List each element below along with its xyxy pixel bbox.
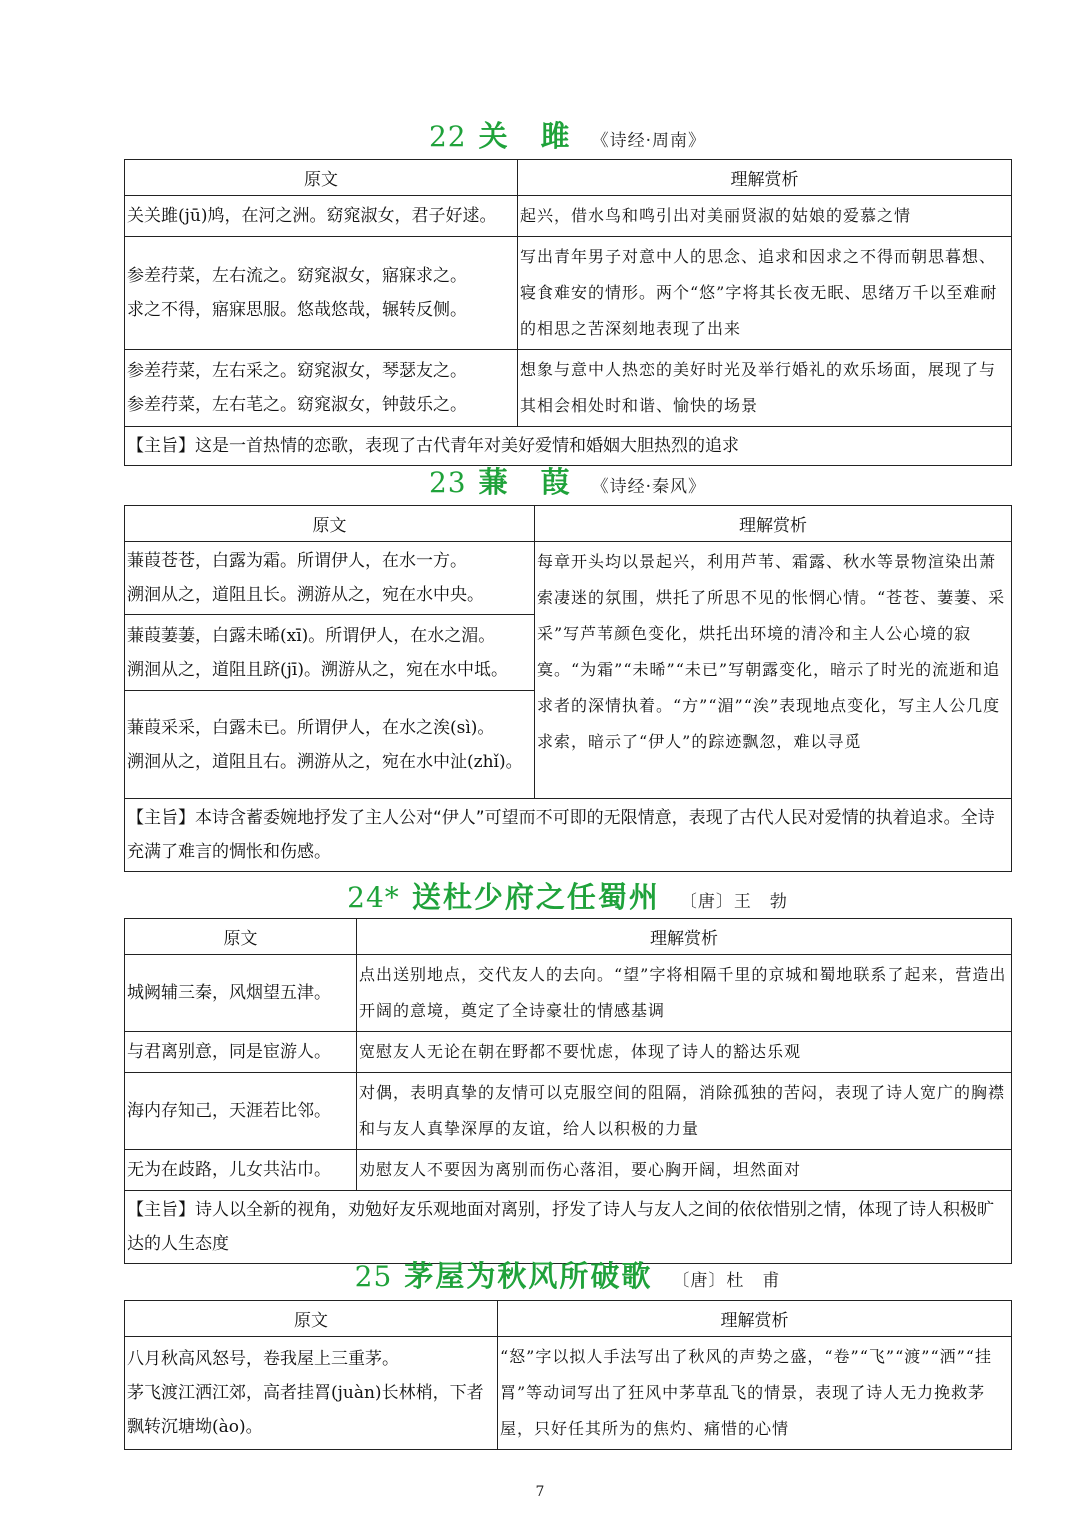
section-number: 22: [428, 120, 467, 153]
section-24-table: [124, 918, 1012, 1264]
table-row: [125, 1337, 1012, 1450]
section-23-table: [124, 505, 1012, 872]
table-row: [125, 955, 1012, 1032]
column-header-original: 原文: [125, 919, 357, 955]
original-line: 溯洄从之，道阻且跻(jī)。溯游从之，宛在水中坻。: [127, 659, 508, 680]
original-line: 海内存知己，天涯若比邻。: [127, 1101, 331, 1121]
section-22-heading: [124, 114, 1011, 155]
analysis-cell: 点出送别地点，交代友人的去向。“望”字将相隔千里的京城和蜀地联系了起来，营造出开阔的意境，奠定了全诗豪壮的情感基调: [357, 955, 1012, 1032]
original-line: 参差荇菜，左右流之。窈窕淑女，寤寐求之。: [127, 266, 467, 286]
original-cell: [125, 615, 535, 691]
analysis-cell: 宽慰友人无论在朝在野都不要忧虑，体现了诗人的豁达乐观: [357, 1032, 1012, 1073]
table-row: [125, 1032, 1012, 1073]
original-line: 茅飞渡江洒江郊，高者挂罥(juàn)长林梢，下者飘转沉塘坳(ào)。: [127, 1383, 484, 1437]
column-header-original: 原文: [125, 160, 518, 196]
theme-cell: 【主旨】本诗含蓄委婉地抒发了主人公对“伊人”可望而不可即的无限情意，表现了古代人民对爱情的执着追求。全诗充满了难言的惆怅和伤感。: [125, 799, 1012, 872]
poem-source: 《诗经·周南》: [591, 131, 707, 151]
original-cell: [125, 955, 357, 1032]
original-cell: [125, 691, 535, 799]
section-22-table: [124, 159, 1012, 466]
original-line: 溯洄从之，道阻且长。溯游从之，宛在水中央。: [127, 585, 484, 605]
analysis-cell: 劝慰友人不要因为离别而伤心落泪，要心胸开阔，坦然面对: [357, 1150, 1012, 1191]
section-24-heading: [124, 875, 1011, 916]
section-25-table: [124, 1300, 1012, 1450]
section-23-heading: [124, 460, 1011, 501]
original-line: 蒹葭采采，白露未已。所谓伊人，在水之涘(sì)。: [127, 717, 495, 738]
table-row: [125, 350, 1012, 427]
column-header-analysis: 理解赏析: [357, 919, 1012, 955]
section-number: 23: [428, 466, 467, 499]
original-cell: [125, 237, 518, 350]
analysis-cell: 写出青年男子对意中人的思念、追求和因求之不得而朝思暮想、寝食难安的情形。两个“悠”字将其长夜无眠、思绪万千以至难耐的相思之苦深刻地表现了出来: [518, 237, 1012, 350]
poem-source: 〔唐〕杜 甫: [672, 1271, 781, 1291]
page-number: 7: [535, 1484, 545, 1500]
poem-title: 送杜少府之任蜀州: [411, 880, 660, 914]
analysis-cell: “怒”字以拟人手法写出了秋风的声势之盛，“卷”“飞”“渡”“洒”“挂罥”等动词写出了狂风中茅草乱飞的情景，表现了诗人无力挽救茅屋，只好任其所为的焦灼、痛惜的心情: [498, 1337, 1012, 1450]
poem-title: 茅屋为秋风所破歌: [404, 1259, 653, 1293]
original-cell: [125, 196, 518, 237]
theme-cell: 【主旨】这是一首热情的恋歌，表现了古代青年对美好爱情和婚姻大胆热烈的追求: [125, 427, 1012, 466]
analysis-cell: 每章开头均以景起兴，利用芦苇、霜露、秋水等景物渲染出萧索凄迷的氛围，烘托了所思不见的怅惘心情。“苍苍、萋萋、采采”写芦苇颜色变化，烘托出环境的清冷和主人公心境的寂寞。“为霜”“未晞”“未已”写朝露变化，暗示了时光的流逝和追求者的深情执着。“方”“湄”“涘”表现地点变化，写主人公几度求索，暗示了“伊人”的踪迹飘忽，难以寻觅: [535, 542, 1012, 799]
original-line: 蒹葭萋萋，白露未晞(xī)。所谓伊人，在水之湄。: [127, 625, 496, 646]
original-line: 蒹葭苍苍，白露为霜。所谓伊人，在水一方。: [127, 551, 467, 571]
poem-source: 〔唐〕王 勃: [679, 892, 788, 912]
original-cell: [125, 1337, 498, 1450]
original-cell: [125, 1032, 357, 1073]
column-header-analysis: 理解赏析: [535, 506, 1012, 542]
poem-title: 关 雎: [478, 119, 572, 153]
original-line: 城阙辅三秦，风烟望五津。: [127, 983, 331, 1003]
table-row: [125, 196, 1012, 237]
column-header-analysis: 理解赏析: [518, 160, 1012, 196]
column-header-original: 原文: [125, 506, 535, 542]
analysis-cell: 起兴，借水鸟和鸣引出对美丽贤淑的姑娘的爱慕之情: [518, 196, 1012, 237]
theme-row: [125, 1191, 1012, 1264]
original-line: 无为在歧路，儿女共沾巾。: [127, 1160, 331, 1180]
table-row: [125, 1150, 1012, 1191]
poem-source: 《诗经·秦风》: [591, 477, 707, 497]
column-header-original: 原文: [125, 1301, 498, 1337]
section-number: 25: [354, 1260, 393, 1293]
poem-title: 蒹 葭: [478, 465, 572, 499]
original-cell: [125, 542, 535, 615]
original-cell: [125, 350, 518, 427]
original-line: 八月秋高风怒号，卷我屋上三重茅。: [127, 1349, 399, 1369]
column-header-analysis: 理解赏析: [498, 1301, 1012, 1337]
original-line: 溯洄从之，道阻且右。溯游从之，宛在水中沚(zhǐ)。: [127, 751, 523, 772]
original-cell: [125, 1073, 357, 1150]
theme-row: [125, 799, 1012, 872]
original-line: 参差荇菜，左右芼之。窈窕淑女，钟鼓乐之。: [127, 395, 467, 415]
original-line: 参差荇菜，左右采之。窈窕淑女，琴瑟友之。: [127, 361, 467, 381]
analysis-cell: 想象与意中人热恋的美好时光及举行婚礼的欢乐场面，展现了与其相会相处时和谐、愉快的场景: [518, 350, 1012, 427]
original-line: 求之不得，寤寐思服。悠哉悠哉，辗转反侧。: [127, 300, 467, 320]
table-header-row: [125, 1301, 1012, 1337]
table-header-row: [125, 506, 1012, 542]
original-line: 与君离别意，同是宦游人。: [127, 1042, 331, 1062]
table-header-row: [125, 160, 1012, 196]
analysis-cell: 对偶，表明真挚的友情可以克服空间的阻隔，消除孤独的苦闷，表现了诗人宽广的胸襟和与友人真挚深厚的友谊，给人以积极的力量: [357, 1073, 1012, 1150]
table-header-row: [125, 919, 1012, 955]
table-row: [125, 1073, 1012, 1150]
table-row: [125, 237, 1012, 350]
section-number: 24*: [347, 881, 400, 914]
section-25-heading: [124, 1254, 1011, 1295]
theme-cell: 【主旨】诗人以全新的视角，劝勉好友乐观地面对离别，抒发了诗人与友人之间的依依惜别之情，体现了诗人积极旷达的人生态度: [125, 1191, 1012, 1264]
original-cell: [125, 1150, 357, 1191]
original-line: 关关雎(jū)鸠，在河之洲。窈窕淑女，君子好逑。: [127, 206, 497, 226]
table-row: [125, 542, 1012, 615]
